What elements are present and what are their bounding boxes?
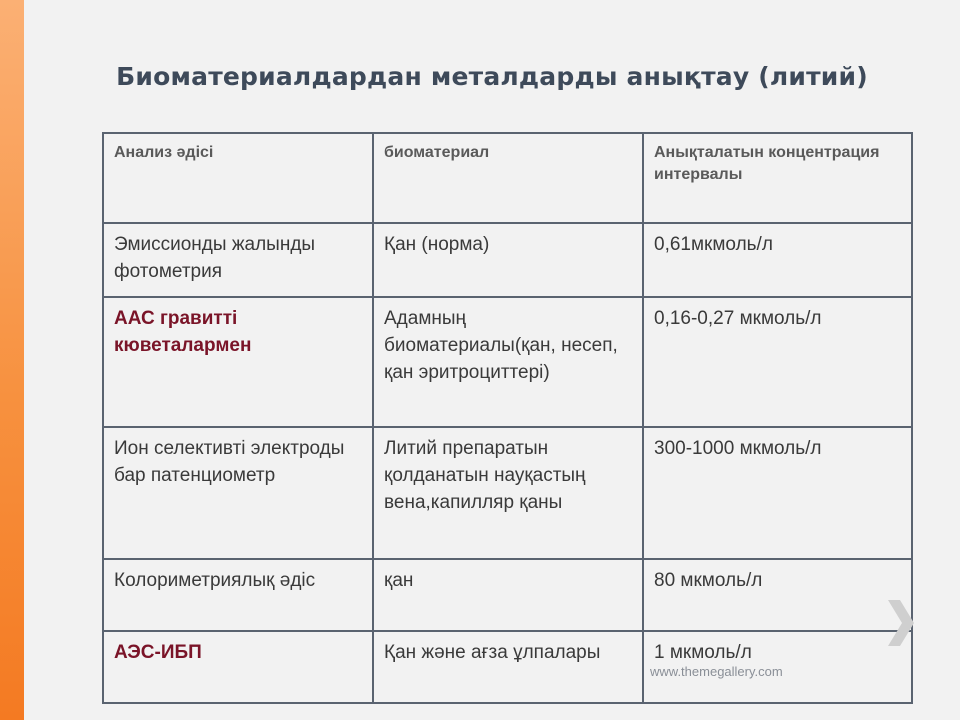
concentration-cell: 80 мкмоль/л bbox=[654, 570, 763, 591]
biomaterial-cell: Қан және ағза ұлпалары bbox=[384, 642, 601, 663]
table-row bbox=[103, 631, 912, 703]
table-cell bbox=[373, 427, 643, 559]
table-cell bbox=[643, 297, 912, 427]
table-cell bbox=[103, 297, 373, 427]
table-cell bbox=[373, 297, 643, 427]
table-cell bbox=[643, 559, 912, 631]
table-cell bbox=[103, 223, 373, 297]
table-header-row bbox=[103, 133, 912, 223]
biomaterial-cell: қан bbox=[384, 570, 414, 591]
method-cell: Эмиссионды жалынды фотометрия bbox=[114, 234, 316, 282]
lithium-methods-table bbox=[102, 132, 913, 704]
accent-side-bar bbox=[0, 0, 24, 720]
table-cell bbox=[103, 559, 373, 631]
biomaterial-cell: Литий препаратын қолданатын науқастың вена,капилляр қаны bbox=[384, 438, 586, 513]
header-cell bbox=[643, 133, 912, 223]
table-row bbox=[103, 427, 912, 559]
header-cell bbox=[103, 133, 373, 223]
concentration-cell: 0,61мкмоль/л bbox=[654, 234, 773, 255]
concentration-cell: 300-1000 мкмоль/л bbox=[654, 438, 822, 459]
biomaterial-cell: Қан (норма) bbox=[384, 234, 490, 255]
table-row bbox=[103, 297, 912, 427]
table-row bbox=[103, 223, 912, 297]
concentration-cell: 1 мкмоль/л bbox=[654, 642, 752, 663]
header-cell bbox=[373, 133, 643, 223]
table-cell bbox=[643, 427, 912, 559]
footer-url[interactable]: www.themegallery.com bbox=[650, 664, 783, 679]
table-cell bbox=[643, 223, 912, 297]
header-concentration: Анықталатын концентрация интервалы bbox=[654, 144, 880, 183]
method-cell: Колориметриялық әдіс bbox=[114, 570, 316, 591]
table-cell bbox=[373, 223, 643, 297]
table-cell bbox=[373, 631, 643, 703]
table-row bbox=[103, 559, 912, 631]
concentration-cell: 0,16-0,27 мкмоль/л bbox=[654, 308, 822, 329]
table-cell bbox=[103, 631, 373, 703]
biomaterial-cell: Адамның биоматериалы(қан, несеп, қан эритроциттері) bbox=[384, 308, 618, 383]
table-cell bbox=[373, 559, 643, 631]
method-cell: Ион селективті электроды бар патенциометр bbox=[114, 438, 345, 486]
slide-title: Биоматериалдардан металдарды анықтау (литий) bbox=[116, 62, 868, 91]
header-method: Анализ әдісі bbox=[114, 144, 214, 161]
header-biomaterial: биоматериал bbox=[384, 144, 490, 161]
chevron-right-icon[interactable] bbox=[884, 596, 918, 650]
table-cell bbox=[103, 427, 373, 559]
method-cell: ААС гравитті кюветалармен bbox=[114, 308, 252, 356]
method-cell: АЭС-ИБП bbox=[114, 642, 202, 663]
